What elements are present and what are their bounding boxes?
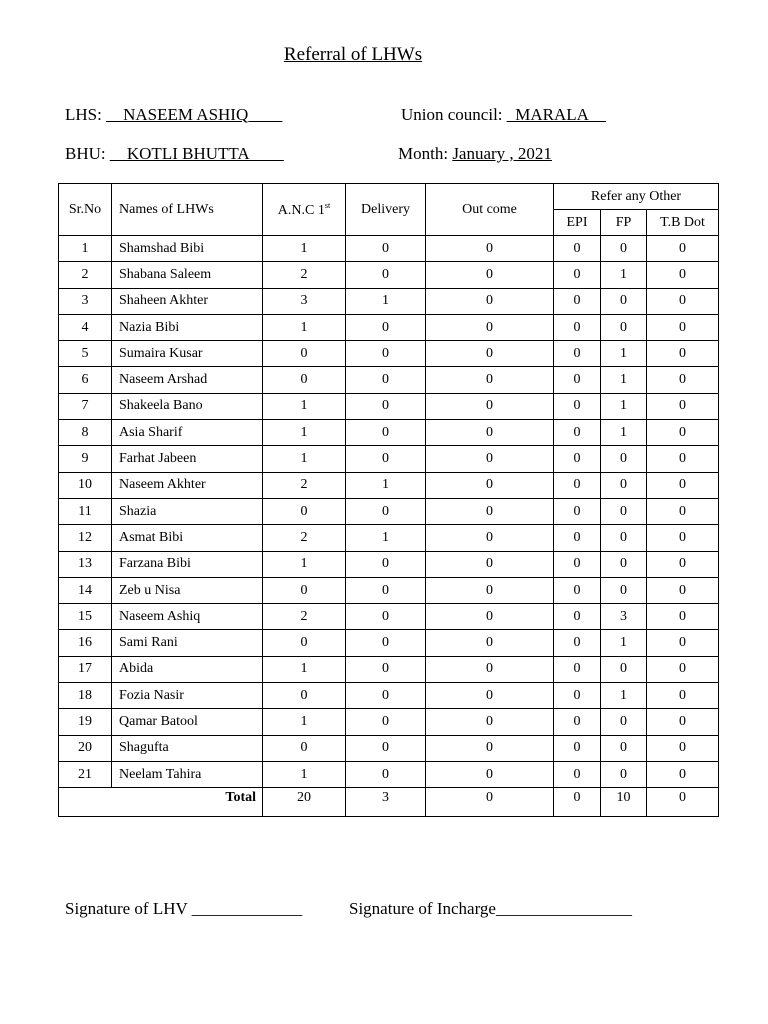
cell-epi: 0	[554, 288, 601, 314]
cell-tb: 0	[647, 288, 719, 314]
cell-anc: 1	[263, 761, 346, 787]
total-anc: 20	[263, 788, 346, 816]
table-row	[59, 367, 719, 393]
cell-fp: 0	[601, 525, 647, 551]
cell-name: Shamshad Bibi	[112, 236, 263, 262]
cell-epi: 0	[554, 683, 601, 709]
cell-tb: 0	[647, 393, 719, 419]
col-header-outcome: Out come	[426, 184, 554, 236]
cell-delivery: 0	[346, 314, 426, 340]
total-label: Total	[59, 788, 263, 816]
cell-srno: 12	[59, 525, 112, 551]
cell-srno: 21	[59, 761, 112, 787]
cell-name: Fozia Nasir	[112, 683, 263, 709]
cell-srno: 14	[59, 577, 112, 603]
signature-lhv: Signature of LHV _____________	[65, 899, 303, 918]
cell-anc: 0	[263, 683, 346, 709]
cell-delivery: 0	[346, 393, 426, 419]
cell-srno: 17	[59, 656, 112, 682]
cell-outcome: 0	[426, 525, 554, 551]
cell-fp: 0	[601, 314, 647, 340]
cell-name: Farzana Bibi	[112, 551, 263, 577]
table-row	[59, 262, 719, 288]
cell-fp: 1	[601, 341, 647, 367]
table-row	[59, 498, 719, 524]
total-tb: 0	[647, 788, 719, 816]
cell-tb: 0	[647, 314, 719, 340]
cell-epi: 0	[554, 630, 601, 656]
cell-outcome: 0	[426, 656, 554, 682]
table-row	[59, 393, 719, 419]
cell-tb: 0	[647, 761, 719, 787]
cell-name: Shagufta	[112, 735, 263, 761]
cell-name: Neelam Tahira	[112, 761, 263, 787]
cell-srno: 7	[59, 393, 112, 419]
lhs-value: __NASEEM ASHIQ____	[106, 105, 283, 124]
cell-fp: 1	[601, 367, 647, 393]
cell-outcome: 0	[426, 472, 554, 498]
cell-anc: 1	[263, 420, 346, 446]
cell-outcome: 0	[426, 446, 554, 472]
cell-epi: 0	[554, 604, 601, 630]
lhs-label: LHS:	[65, 105, 107, 124]
cell-delivery: 0	[346, 262, 426, 288]
col-header-anc	[263, 184, 346, 236]
cell-epi: 0	[554, 525, 601, 551]
cell-delivery: 1	[346, 525, 426, 551]
cell-outcome: 0	[426, 393, 554, 419]
cell-anc: 1	[263, 314, 346, 340]
table-row	[59, 577, 719, 603]
cell-anc: 1	[263, 656, 346, 682]
cell-fp: 3	[601, 604, 647, 630]
cell-fp: 0	[601, 761, 647, 787]
col-header-srno: Sr.No	[59, 184, 112, 236]
cell-fp: 0	[601, 498, 647, 524]
table-row	[59, 761, 719, 787]
cell-name: Shazia	[112, 498, 263, 524]
col-header-anc-sup: st	[324, 200, 331, 210]
table-header	[59, 184, 719, 236]
cell-srno: 19	[59, 709, 112, 735]
cell-epi: 0	[554, 551, 601, 577]
cell-outcome: 0	[426, 735, 554, 761]
month-field	[398, 144, 552, 164]
cell-outcome: 0	[426, 236, 554, 262]
cell-srno: 13	[59, 551, 112, 577]
total-row	[59, 788, 719, 816]
cell-fp: 0	[601, 577, 647, 603]
cell-epi: 0	[554, 262, 601, 288]
table-row	[59, 656, 719, 682]
cell-anc: 0	[263, 735, 346, 761]
cell-delivery: 0	[346, 236, 426, 262]
cell-delivery: 0	[346, 709, 426, 735]
cell-epi: 0	[554, 446, 601, 472]
cell-delivery: 1	[346, 288, 426, 314]
cell-srno: 20	[59, 735, 112, 761]
union-council-value: _MARALA__	[506, 105, 606, 124]
cell-name: Naseem Arshad	[112, 367, 263, 393]
cell-fp: 1	[601, 420, 647, 446]
table-row	[59, 341, 719, 367]
cell-delivery: 0	[346, 735, 426, 761]
cell-delivery: 1	[346, 472, 426, 498]
col-header-delivery: Delivery	[346, 184, 426, 236]
table-row	[59, 683, 719, 709]
cell-epi: 0	[554, 393, 601, 419]
cell-fp: 0	[601, 288, 647, 314]
cell-srno: 9	[59, 446, 112, 472]
cell-tb: 0	[647, 367, 719, 393]
cell-name: Abida	[112, 656, 263, 682]
cell-srno: 11	[59, 498, 112, 524]
cell-delivery: 0	[346, 551, 426, 577]
cell-outcome: 0	[426, 314, 554, 340]
cell-epi: 0	[554, 314, 601, 340]
cell-fp: 1	[601, 683, 647, 709]
cell-fp: 0	[601, 236, 647, 262]
cell-delivery: 0	[346, 446, 426, 472]
cell-anc: 2	[263, 604, 346, 630]
total-outcome: 0	[426, 788, 554, 816]
cell-name: Qamar Batool	[112, 709, 263, 735]
cell-delivery: 0	[346, 604, 426, 630]
table-row	[59, 735, 719, 761]
cell-name: Farhat Jabeen	[112, 446, 263, 472]
cell-outcome: 0	[426, 367, 554, 393]
cell-fp: 1	[601, 262, 647, 288]
union-council-field	[401, 105, 606, 125]
cell-anc: 1	[263, 446, 346, 472]
cell-outcome: 0	[426, 288, 554, 314]
table-row	[59, 314, 719, 340]
cell-tb: 0	[647, 525, 719, 551]
cell-outcome: 0	[426, 630, 554, 656]
cell-name: Shabana Saleem	[112, 262, 263, 288]
table-row	[59, 236, 719, 262]
bhu-field	[65, 144, 284, 164]
cell-fp: 0	[601, 472, 647, 498]
table-row	[59, 420, 719, 446]
cell-epi: 0	[554, 577, 601, 603]
table-row	[59, 630, 719, 656]
table-row	[59, 525, 719, 551]
cell-outcome: 0	[426, 341, 554, 367]
cell-name: Naseem Ashiq	[112, 604, 263, 630]
cell-anc: 2	[263, 472, 346, 498]
cell-delivery: 0	[346, 420, 426, 446]
cell-name: Shaheen Akhter	[112, 288, 263, 314]
col-header-refer-other: Refer any Other	[554, 184, 719, 210]
cell-outcome: 0	[426, 709, 554, 735]
table-row	[59, 604, 719, 630]
cell-anc: 0	[263, 577, 346, 603]
col-header-fp: FP	[601, 210, 647, 236]
cell-name: Sumaira Kusar	[112, 341, 263, 367]
cell-name: Naseem Akhter	[112, 472, 263, 498]
cell-tb: 0	[647, 735, 719, 761]
cell-outcome: 0	[426, 761, 554, 787]
cell-delivery: 0	[346, 761, 426, 787]
cell-fp: 0	[601, 446, 647, 472]
cell-anc: 1	[263, 709, 346, 735]
cell-anc: 0	[263, 367, 346, 393]
cell-anc: 2	[263, 262, 346, 288]
cell-tb: 0	[647, 604, 719, 630]
cell-anc: 3	[263, 288, 346, 314]
cell-anc: 1	[263, 551, 346, 577]
cell-name: Sami Rani	[112, 630, 263, 656]
cell-srno: 4	[59, 314, 112, 340]
cell-tb: 0	[647, 498, 719, 524]
col-header-anc-text: A.N.C 1	[277, 202, 325, 218]
cell-fp: 1	[601, 393, 647, 419]
lhs-field	[65, 105, 282, 125]
table-row	[59, 288, 719, 314]
cell-tb: 0	[647, 630, 719, 656]
cell-srno: 1	[59, 236, 112, 262]
cell-tb: 0	[647, 709, 719, 735]
bhu-value: __KOTLI BHUTTA____	[109, 144, 284, 163]
cell-tb: 0	[647, 683, 719, 709]
cell-name: Shakeela Bano	[112, 393, 263, 419]
cell-srno: 16	[59, 630, 112, 656]
cell-epi: 0	[554, 656, 601, 682]
cell-epi: 0	[554, 472, 601, 498]
cell-anc: 2	[263, 525, 346, 551]
cell-epi: 0	[554, 367, 601, 393]
cell-epi: 0	[554, 341, 601, 367]
cell-srno: 3	[59, 288, 112, 314]
cell-epi: 0	[554, 420, 601, 446]
cell-fp: 1	[601, 630, 647, 656]
cell-anc: 0	[263, 630, 346, 656]
table-row	[59, 709, 719, 735]
cell-name: Zeb u Nisa	[112, 577, 263, 603]
cell-outcome: 0	[426, 577, 554, 603]
total-epi: 0	[554, 788, 601, 816]
cell-tb: 0	[647, 236, 719, 262]
cell-delivery: 0	[346, 656, 426, 682]
referral-table	[58, 183, 719, 817]
cell-tb: 0	[647, 420, 719, 446]
cell-outcome: 0	[426, 551, 554, 577]
cell-delivery: 0	[346, 498, 426, 524]
col-header-tb: T.B Dot	[647, 210, 719, 236]
cell-fp: 0	[601, 709, 647, 735]
table-body	[59, 236, 719, 788]
cell-epi: 0	[554, 735, 601, 761]
cell-anc: 0	[263, 341, 346, 367]
cell-epi: 0	[554, 498, 601, 524]
cell-name: Asmat Bibi	[112, 525, 263, 551]
cell-anc: 1	[263, 393, 346, 419]
cell-epi: 0	[554, 761, 601, 787]
cell-delivery: 0	[346, 630, 426, 656]
cell-outcome: 0	[426, 262, 554, 288]
cell-outcome: 0	[426, 604, 554, 630]
col-header-epi: EPI	[554, 210, 601, 236]
cell-delivery: 0	[346, 367, 426, 393]
total-fp: 10	[601, 788, 647, 816]
cell-delivery: 0	[346, 683, 426, 709]
cell-tb: 0	[647, 551, 719, 577]
month-label: Month:	[398, 144, 453, 163]
col-header-names: Names of LHWs	[112, 184, 263, 236]
cell-tb: 0	[647, 446, 719, 472]
cell-fp: 0	[601, 551, 647, 577]
bhu-label: BHU:	[65, 144, 110, 163]
table-row	[59, 551, 719, 577]
cell-srno: 10	[59, 472, 112, 498]
cell-tb: 0	[647, 472, 719, 498]
cell-tb: 0	[647, 577, 719, 603]
cell-outcome: 0	[426, 683, 554, 709]
cell-srno: 15	[59, 604, 112, 630]
month-value: January , 2021	[452, 144, 552, 163]
cell-epi: 0	[554, 236, 601, 262]
cell-srno: 5	[59, 341, 112, 367]
cell-tb: 0	[647, 341, 719, 367]
total-delivery: 3	[346, 788, 426, 816]
table-row	[59, 446, 719, 472]
cell-srno: 8	[59, 420, 112, 446]
cell-name: Asia Sharif	[112, 420, 263, 446]
cell-anc: 0	[263, 498, 346, 524]
table-row	[59, 472, 719, 498]
cell-outcome: 0	[426, 498, 554, 524]
cell-fp: 0	[601, 735, 647, 761]
signature-incharge: Signature of Incharge________________	[349, 899, 632, 918]
cell-epi: 0	[554, 709, 601, 735]
cell-outcome: 0	[426, 420, 554, 446]
cell-delivery: 0	[346, 577, 426, 603]
cell-tb: 0	[647, 656, 719, 682]
cell-srno: 18	[59, 683, 112, 709]
page-title: Referral of LHWs	[283, 44, 423, 65]
cell-name: Nazia Bibi	[112, 314, 263, 340]
union-council-label: Union council:	[401, 105, 507, 124]
cell-tb: 0	[647, 262, 719, 288]
cell-fp: 0	[601, 656, 647, 682]
cell-anc: 1	[263, 236, 346, 262]
cell-srno: 6	[59, 367, 112, 393]
table-footer	[59, 788, 719, 816]
cell-srno: 2	[59, 262, 112, 288]
cell-delivery: 0	[346, 341, 426, 367]
